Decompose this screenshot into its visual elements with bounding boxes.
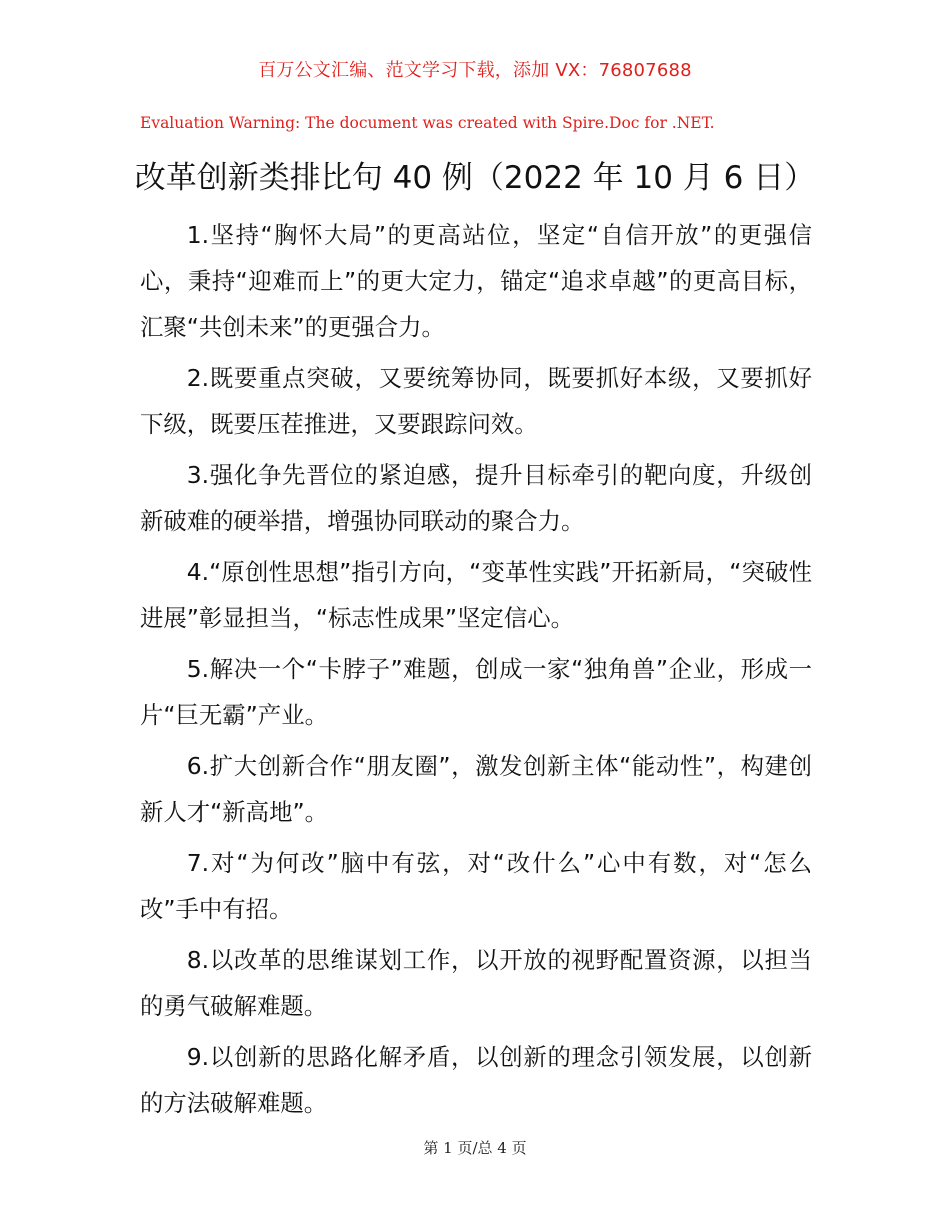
- page-footer: 第 1 页/总 4 页: [423, 1139, 527, 1157]
- paragraph-4: 4.“原创性思想”指引方向，“变革性实践”开拓新局，“突破性进展”彰显担当，“标志性成果”坚定信心。: [140, 558, 812, 632]
- evaluation-warning: Evaluation Warning: The document was created with Spire.Doc for .NET.: [140, 114, 715, 132]
- header-ad-text: 百万公文汇编、范文学习下载，添加 VX：76807688: [258, 60, 692, 81]
- paragraph-9: 9.以创新的思路化解矛盾，以创新的理念引领发展，以创新的方法破解难题。: [140, 1043, 812, 1117]
- paragraph-6: 6.扩大创新合作“朋友圈”，激发创新主体“能动性”，构建创新人才“新高地”。: [140, 752, 812, 826]
- paragraph-7: 7.对“为何改”脑中有弦，对“改什么”心中有数，对“怎么改”手中有招。: [140, 849, 812, 923]
- document-title: 改革创新类排比句 40 例（2022 年 10 月 6 日）: [134, 160, 816, 196]
- paragraph-8: 8.以改革的思维谋划工作，以开放的视野配置资源，以担当的勇气破解难题。: [140, 946, 812, 1020]
- paragraph-1: 1.坚持“胸怀大局”的更高站位，坚定“自信开放”的更强信心，秉持“迎难而上”的更大定力，锚定“追求卓越”的更高目标，汇聚“共创未来”的更强合力。: [140, 221, 812, 341]
- paragraph-2: 2.既要重点突破，又要统筹协同，既要抓好本级，又要抓好下级，既要压茬推进，又要跟踪问效。: [140, 364, 812, 438]
- document-body: [140, 212, 812, 1131]
- paragraph-5: 5.解决一个“卡脖子”难题，创成一家“独角兽”企业，形成一片“巨无霸”产业。: [140, 655, 812, 729]
- paragraph-3: 3.强化争先晋位的紧迫感，提升目标牵引的靶向度，升级创新破难的硬举措，增强协同联动的聚合力。: [140, 461, 812, 535]
